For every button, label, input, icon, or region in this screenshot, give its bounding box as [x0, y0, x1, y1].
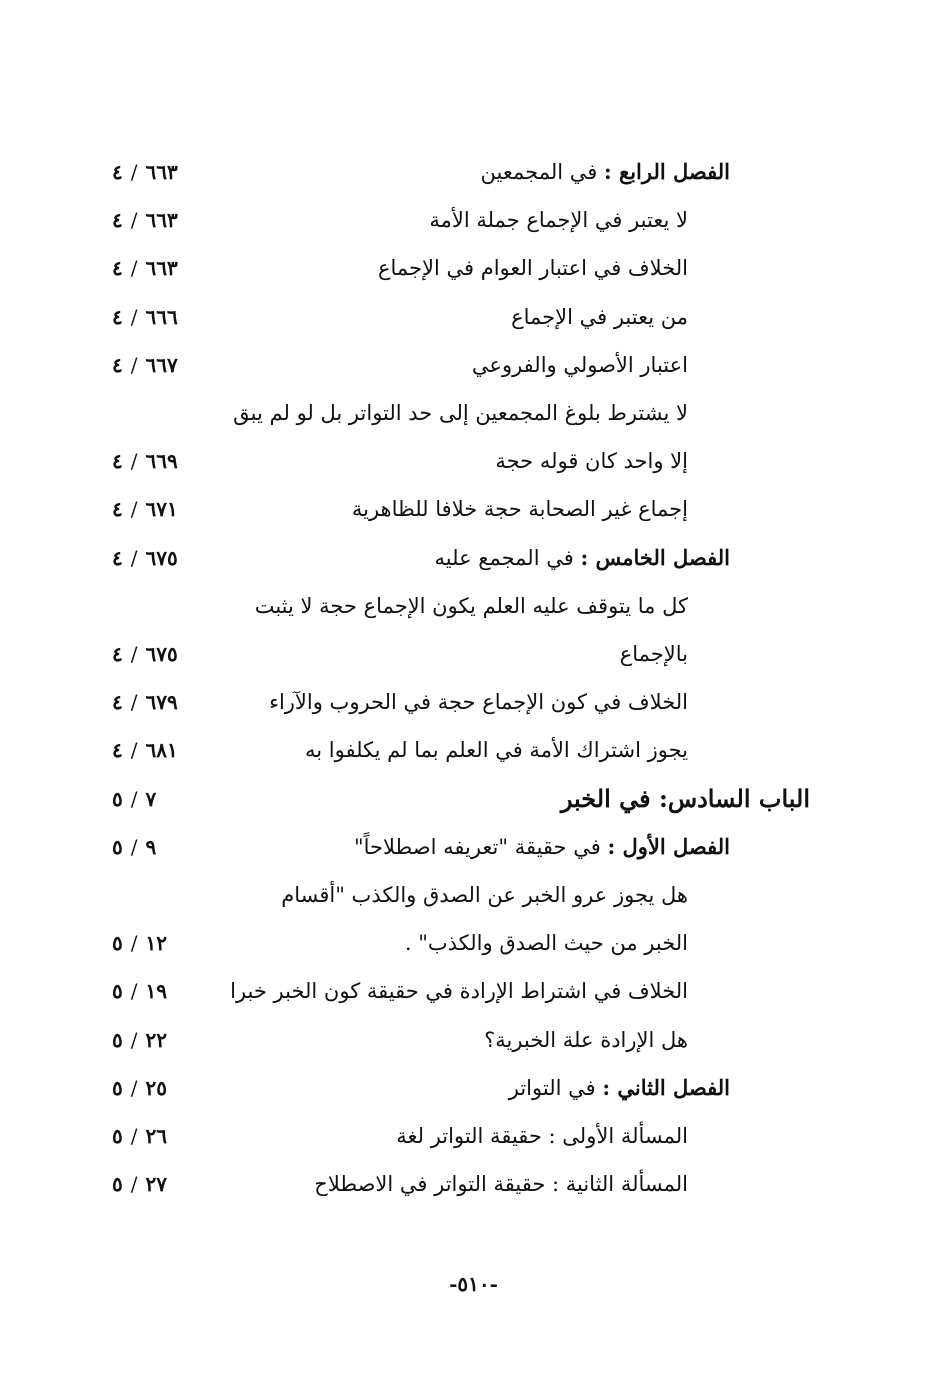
- toc-entry: [100, 1162, 810, 1206]
- toc-entry: [100, 150, 810, 194]
- page-reference: ٦٦٧: [145, 352, 178, 377]
- toc-entry-title: [233, 391, 688, 435]
- page-reference: ٦٦٦: [145, 304, 178, 329]
- volume-page-reference: [112, 1114, 202, 1158]
- page-number: -٥١٠-: [449, 1272, 498, 1296]
- entry-text: بالإجماع: [619, 642, 688, 666]
- toc-entry-title: [495, 439, 688, 483]
- chapter-heading: الباب السادس: في الخبر: [560, 783, 810, 813]
- volume-page-reference: [112, 969, 202, 1013]
- entry-text: المسألة الأولى : حقيقة التواتر لغة: [396, 1124, 688, 1148]
- entry-text: من يعتبر في الإجماع: [511, 304, 688, 329]
- reference-separator: /: [130, 786, 138, 811]
- volume-page-reference: [112, 1018, 202, 1062]
- volume-number: ٥: [112, 786, 123, 811]
- volume-number: ٤: [112, 304, 123, 329]
- volume-number: ٤: [112, 352, 123, 377]
- volume-page-reference: [112, 1066, 202, 1110]
- volume-page-reference: [112, 343, 202, 387]
- reference-separator: /: [130, 304, 138, 329]
- volume-page-reference: [112, 439, 202, 483]
- toc-entry-title: [354, 825, 730, 869]
- toc-entry: [100, 1018, 810, 1062]
- toc-entry-title: [230, 969, 688, 1013]
- toc-entry: [100, 777, 810, 821]
- toc-entry-title: [405, 921, 688, 965]
- toc-entry-title: [314, 1162, 688, 1206]
- reference-separator: /: [130, 979, 138, 1004]
- reference-separator: /: [130, 931, 138, 956]
- volume-number: ٤: [112, 497, 123, 522]
- volume-number: ٥: [112, 1075, 123, 1100]
- toc-entry: [100, 536, 810, 580]
- reference-separator: /: [130, 160, 138, 184]
- reference-separator: /: [130, 449, 138, 474]
- section-heading: الفصل الثاني :: [602, 1074, 730, 1100]
- toc-entry: [100, 921, 810, 965]
- toc-entry-title: [484, 1018, 688, 1062]
- page-reference: ٦٧٥: [145, 642, 178, 666]
- toc-entry-title: [352, 487, 688, 531]
- toc-entry: [100, 825, 810, 869]
- page-reference: ٦٧٩: [145, 690, 178, 715]
- reference-separator: /: [130, 690, 138, 715]
- toc-entry: [100, 246, 810, 290]
- toc-entry: [100, 391, 810, 435]
- volume-page-reference: [112, 777, 202, 821]
- page-reference: ٦٦٩: [145, 449, 178, 474]
- reference-separator: /: [130, 208, 138, 233]
- entry-text: لا يعتبر في الإجماع جملة الأمة: [429, 208, 688, 233]
- page-reference: ٢٧: [145, 1172, 167, 1197]
- entry-text: يجوز اشتراك الأمة في العلم بما لم يكلفوا به: [304, 738, 688, 763]
- toc-entry-title: [255, 584, 688, 628]
- toc-entry-title: [509, 1066, 730, 1110]
- toc-entry-title: [472, 343, 688, 387]
- entry-text: إجماع غير الصحابة حجة خلافا للظاهرية: [351, 497, 688, 522]
- volume-page-reference: [112, 150, 202, 194]
- toc-entry-title: [281, 873, 688, 917]
- volume-page-reference: [112, 921, 202, 965]
- toc-entry-title: [378, 246, 688, 290]
- page-reference: ٦٧١: [145, 497, 178, 522]
- toc-entry-title: [305, 728, 688, 772]
- volume-number: ٤: [112, 690, 123, 715]
- volume-number: ٥: [112, 1172, 123, 1197]
- toc-entry: [100, 295, 810, 339]
- page-reference: ٦٦٣: [145, 208, 178, 233]
- volume-number: ٤: [112, 208, 123, 233]
- toc-entry-title: [269, 680, 688, 724]
- reference-separator: /: [130, 1124, 138, 1148]
- toc-entry-title: [396, 1114, 688, 1158]
- toc-entry: [100, 1066, 810, 1110]
- volume-page-reference: [112, 1162, 202, 1206]
- volume-page-reference: [112, 198, 202, 242]
- reference-separator: /: [130, 256, 138, 281]
- toc-entry-title: [435, 536, 730, 580]
- page-reference: ٢٢: [145, 1027, 167, 1052]
- toc-entry: [100, 198, 810, 242]
- volume-number: ٥: [112, 1027, 123, 1052]
- toc-entry: [100, 584, 810, 628]
- volume-page-reference: [112, 295, 202, 339]
- volume-number: ٤: [112, 256, 123, 281]
- entry-text: هل الإرادة علة الخبرية؟: [484, 1027, 688, 1052]
- volume-page-reference: [112, 825, 202, 869]
- entry-text: لا يشترط بلوغ المجمعين إلى حد التواتر بل لو لم يبق: [233, 401, 688, 425]
- reference-separator: /: [130, 545, 138, 570]
- volume-number: ٤: [112, 642, 123, 666]
- entry-text: في التواتر: [508, 1075, 603, 1100]
- volume-page-reference: [112, 632, 202, 676]
- entry-text: الخبر من حيث الصدق والكذب" .: [404, 931, 688, 956]
- table-of-contents: [100, 150, 810, 1210]
- entry-text: في المجمع عليه: [434, 545, 581, 570]
- entry-text: الخلاف في اشتراط الإرادة في حقيقة كون الخبر خبرا: [230, 979, 688, 1004]
- page-reference: ٧: [145, 786, 157, 811]
- page-reference: ٦٨١: [145, 738, 178, 763]
- toc-entry: [100, 969, 810, 1013]
- volume-page-reference: [112, 728, 202, 772]
- volume-page-reference: [112, 487, 202, 531]
- page-reference: ٢٦: [145, 1124, 167, 1148]
- entry-text: الخلاف في كون الإجماع حجة في الحروب والآراء: [269, 690, 688, 715]
- toc-entry: [100, 487, 810, 531]
- toc-entry-title: [561, 777, 810, 821]
- entry-text: في حقيقة "تعريفه اصطلاحاً": [353, 834, 608, 859]
- entry-text: إلا واحد كان قوله حجة: [495, 449, 688, 474]
- volume-number: ٥: [112, 979, 123, 1004]
- volume-number: ٥: [112, 931, 123, 956]
- entry-text: اعتبار الأصولي والفروعي: [471, 352, 688, 377]
- toc-entry: [100, 343, 810, 387]
- reference-separator: /: [130, 738, 138, 763]
- volume-number: ٥: [112, 1124, 123, 1148]
- reference-separator: /: [130, 352, 138, 377]
- section-heading: الفصل الخامس :: [580, 544, 730, 570]
- entry-text: المسألة الثانية : حقيقة التواتر في الاصطلاح: [314, 1172, 688, 1197]
- entry-text: الخلاف في اعتبار العوام في الإجماع: [377, 256, 688, 281]
- toc-entry-title: [620, 632, 688, 676]
- page-reference: ٩: [145, 834, 157, 859]
- toc-entry: [100, 439, 810, 483]
- section-heading: الفصل الأول :: [607, 833, 730, 859]
- reference-separator: /: [130, 1172, 138, 1197]
- toc-entry: [100, 680, 810, 724]
- entry-text: كل ما يتوقف عليه العلم يكون الإجماع حجة لا يثبت: [254, 593, 688, 618]
- reference-separator: /: [130, 1027, 138, 1052]
- toc-entry: [100, 1114, 810, 1158]
- toc-entry: [100, 728, 810, 772]
- page-reference: ١٢: [145, 931, 167, 956]
- volume-page-reference: [112, 246, 202, 290]
- reference-separator: /: [130, 1075, 138, 1100]
- toc-entry-title: [429, 198, 688, 242]
- volume-number: ٤: [112, 738, 123, 763]
- volume-number: ٤: [112, 545, 123, 570]
- entry-text: في المجمعين: [480, 160, 604, 184]
- page-reference: ٦٦٣: [145, 160, 178, 184]
- volume-number: ٤: [112, 449, 123, 474]
- page-reference: ١٩: [145, 979, 167, 1004]
- toc-entry-title: [511, 295, 688, 339]
- reference-separator: /: [130, 642, 138, 666]
- volume-page-reference: [112, 680, 202, 724]
- section-heading: الفصل الرابع :: [603, 159, 730, 184]
- reference-separator: /: [130, 497, 138, 522]
- entry-text: هل يجوز عرو الخبر عن الصدق والكذب "أقسام: [281, 883, 688, 907]
- volume-page-reference: [112, 536, 202, 580]
- reference-separator: /: [130, 834, 138, 859]
- page-reference: ٦٦٣: [145, 256, 178, 281]
- volume-number: ٤: [112, 160, 123, 184]
- volume-number: ٥: [112, 834, 123, 859]
- page-reference: ٢٥: [145, 1075, 167, 1100]
- toc-entry: [100, 873, 810, 917]
- page-reference: ٦٧٥: [145, 545, 178, 570]
- toc-entry-title: [481, 150, 730, 194]
- toc-entry: [100, 632, 810, 676]
